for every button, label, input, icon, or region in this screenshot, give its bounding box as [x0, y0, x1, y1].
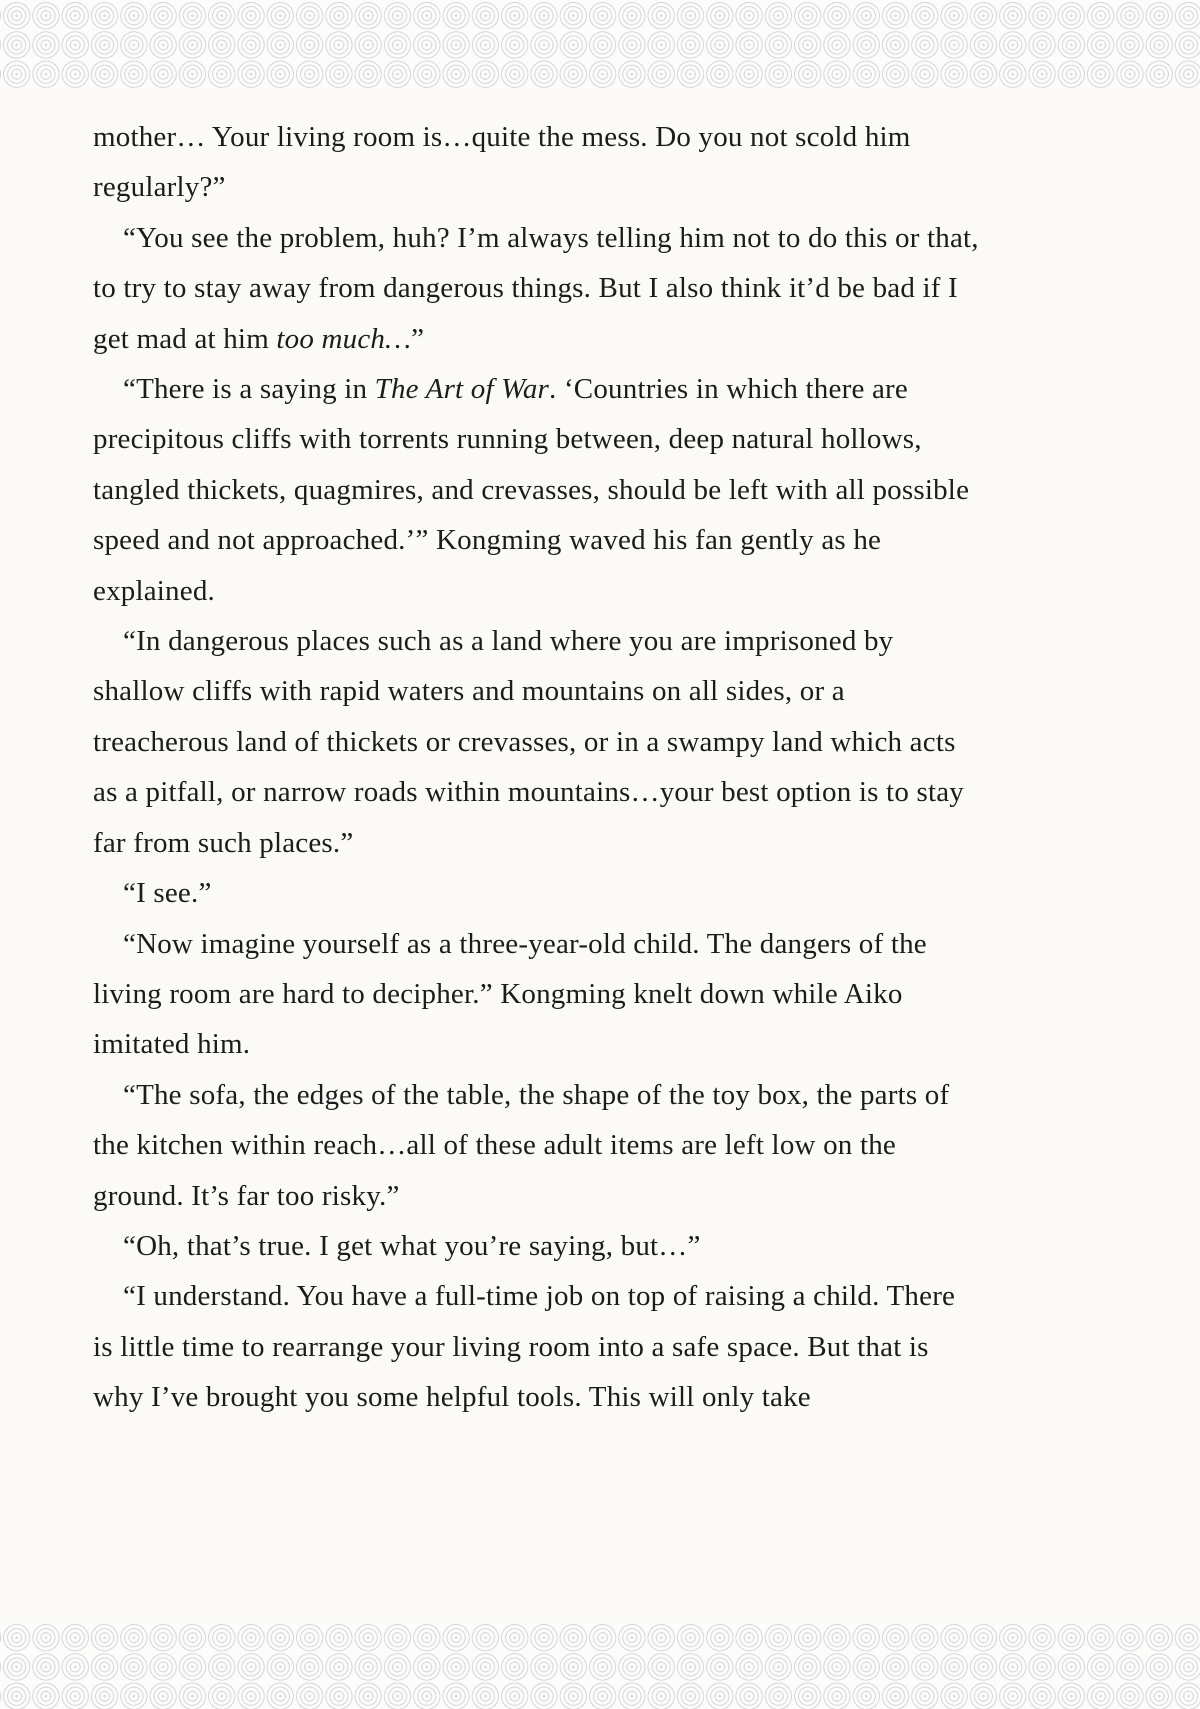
italic-text-run: The Art of War [374, 373, 550, 406]
text-run: . ‘Countries in which there are precipitous cliffs with torrents running between, deep natural hollows, tangled thickets, quagmires, and crevasses, should be left with all possible speed and not approached.’” Kongming waved his fan gently as he explained. [93, 373, 970, 607]
paragraph [93, 1070, 981, 1221]
paragraph [93, 616, 981, 868]
paragraph [93, 919, 981, 1070]
page-text [93, 112, 981, 1423]
text-run: “There is a saying in [123, 373, 375, 406]
bottom-ornament-border [0, 1622, 1200, 1709]
text-run: mother… Your living room is…quite the mess. Do you not scold him regularly?” [93, 121, 911, 204]
text-run: ” [411, 322, 425, 355]
paragraph [93, 112, 981, 213]
text-run: “I see.” [123, 877, 212, 910]
italic-text-run: too much… [276, 322, 412, 355]
paragraph [93, 213, 981, 364]
text-run: “Now imagine yourself as a three-year-old child. The dangers of the living room are hard to decipher.” Kongming knelt down while Aiko imitated him. [93, 927, 927, 1061]
top-ornament-border [0, 0, 1200, 88]
paragraph [93, 1221, 981, 1271]
text-run: “Oh, that’s true. I get what you’re saying, but…” [123, 1229, 701, 1262]
text-run: “The sofa, the edges of the table, the shape of the toy box, the parts of the kitchen within reach…all of these adult items are left low on the ground. It’s far too risky.” [93, 1078, 950, 1212]
paragraph [93, 1271, 981, 1422]
text-run: “In dangerous places such as a land where you are imprisoned by shallow cliffs with rapid waters and mountains on all sides, or a treacherous land of thickets or crevasses, or in a swampy land which acts as a pitfall, or narrow roads within mountains…your best option is to stay far from such places.” [93, 625, 964, 859]
text-run: “I understand. You have a full-time job on top of raising a child. There is little time to rearrange your living room into a safe space. But that is why I’ve brought you some helpful tools. This will only take [93, 1280, 956, 1414]
text-run: “You see the problem, huh? I’m always telling him not to do this or that, to try to stay away from dangerous things. But I also think it’d be bad if I get mad at him [93, 221, 979, 355]
paragraph [93, 868, 981, 918]
paragraph [93, 364, 981, 616]
